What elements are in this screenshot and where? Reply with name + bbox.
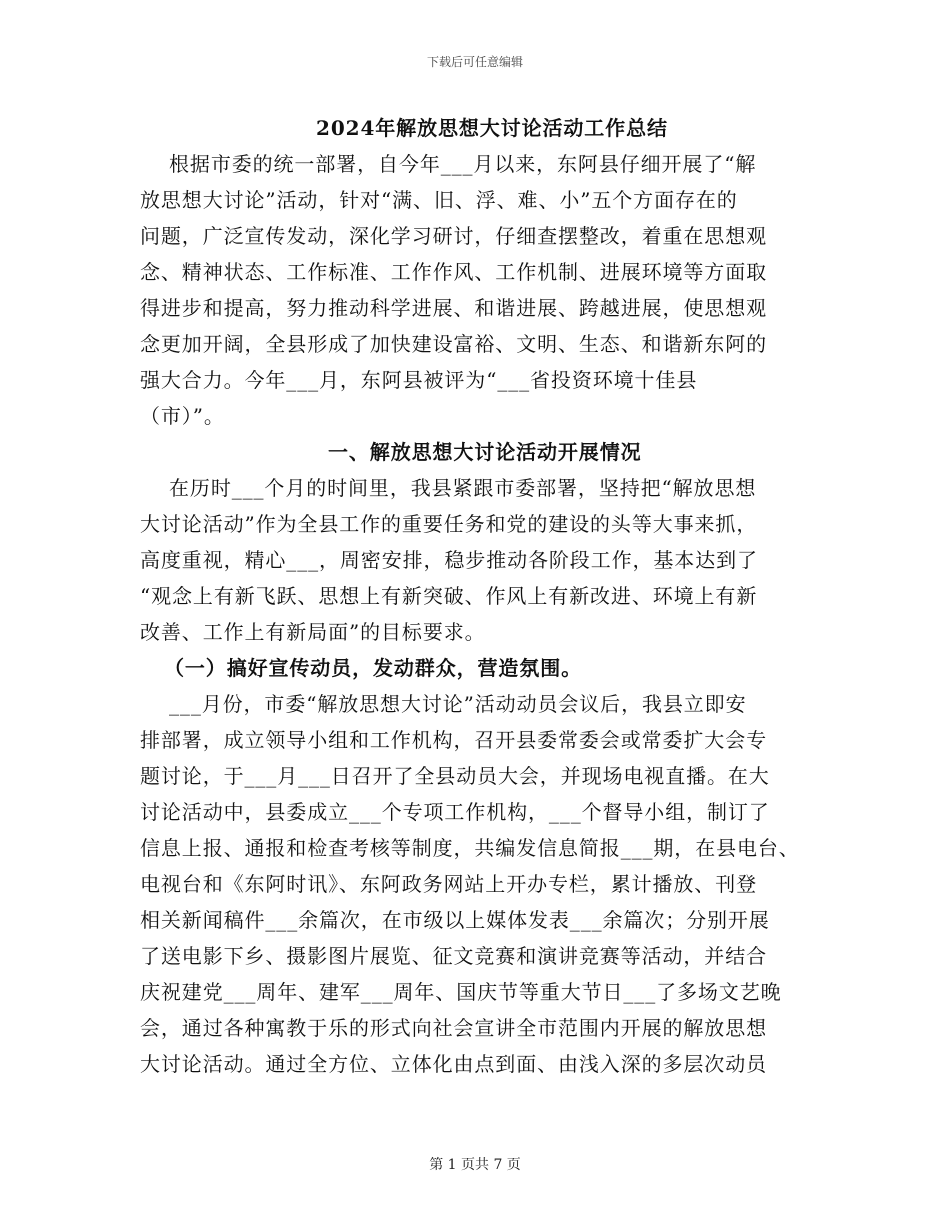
paragraph-line: 大讨论活动。通过全方位、立体化由点到面、由浅入深的多层次动员 — [140, 1052, 767, 1076]
paragraph-line: 根据市委的统一部署，自今年___月以来，东阿县仔细开展了“解 — [140, 152, 757, 176]
paragraph-line: 了送电影下乡、摄影图片展览、征文竞赛和演讲竞赛等活动，并结合 — [140, 944, 767, 968]
paragraph-overview — [140, 470, 820, 650]
paragraph-line: 念更加开阔，全县形成了加快建设富裕、文明、生态、和谐新东阿的 — [140, 332, 767, 356]
paragraph-line: 强大合力。今年___月，东阿县被评为“___省投资环境十佳县 — [140, 368, 698, 392]
paragraph-line: 放思想大讨论”活动，针对“满、旧、浮、难、小”五个方面存在的 — [140, 188, 738, 212]
paragraph-line: ___月份，市委“解放思想大讨论”活动动员会议后，我县立即安 — [140, 692, 747, 716]
document-title: 2024年解放思想大讨论活动工作总结 — [316, 116, 668, 140]
subsection-heading: （一）搞好宣传动员，发动群众，营造氛围。 — [164, 656, 582, 680]
paragraph-intro — [140, 146, 820, 434]
paragraph-line: 讨论活动中，县委成立___个专项工作机构，___个督导小组，制订了 — [140, 800, 770, 824]
paragraph-line: 问题，广泛宣传发动，深化学习研讨，仔细查摆整改，着重在思想观 — [140, 224, 767, 248]
paragraph-line: 题讨论，于___月___日召开了全县动员大会，并现场电视直播。在大 — [140, 764, 770, 788]
paragraph-line: 排部署，成立领导小组和工作机构，召开县委常委会或常委扩大会专 — [140, 728, 767, 752]
paragraph-line: 电视台和《东阿时讯》、东阿政务网站上开办专栏，累计播放、刊登 — [140, 872, 757, 896]
page-number: 第 1 页共 7 页 — [429, 1157, 521, 1173]
paragraph-line: 会，通过各种寓教于乐的形式向社会宣讲全市范围内开展的解放思想 — [140, 1016, 767, 1040]
paragraph-line: 相关新闻稿件___余篇次，在市级以上媒体发表___余篇次；分别开展 — [140, 908, 770, 932]
paragraph-line: 庆祝建党___周年、建军___周年、国庆节等重大节日___了多场文艺晚 — [140, 980, 782, 1004]
paragraph-line: 大讨论活动”作为全县工作的重要任务和党的建设的头等大事来抓， — [140, 512, 758, 536]
paragraph-line: 念、精神状态、工作标准、工作作风、工作机制、进展环境等方面取 — [140, 260, 767, 284]
paragraph-publicity — [140, 686, 820, 1082]
paragraph-line: 信息上报、通报和检查考核等制度，共编发信息简报___期，在县电台、 — [140, 836, 800, 860]
paragraph-line: “观念上有新飞跃、思想上有新突破、作风上有新改进、环境上有新 — [140, 584, 758, 608]
document-body — [140, 110, 820, 1082]
paragraph-line: 高度重视，精心___，周密安排，稳步推动各阶段工作，基本达到了 — [140, 548, 758, 572]
paragraph-line: 在历时___个月的时间里，我县紧跟市委部署，坚持把“解放思想 — [140, 476, 757, 500]
section-heading: 一、解放思想大讨论活动开展情况 — [328, 440, 642, 464]
paragraph-line: 得进步和提高，努力推动科学进展、和谐进展、跨越进展，使思想观 — [140, 296, 767, 320]
page-header-note: 下载后可任意编辑 — [426, 55, 523, 69]
paragraph-line: 改善、工作上有新局面”的目标要求。 — [140, 620, 486, 644]
paragraph-line: （市）”。 — [140, 404, 225, 428]
